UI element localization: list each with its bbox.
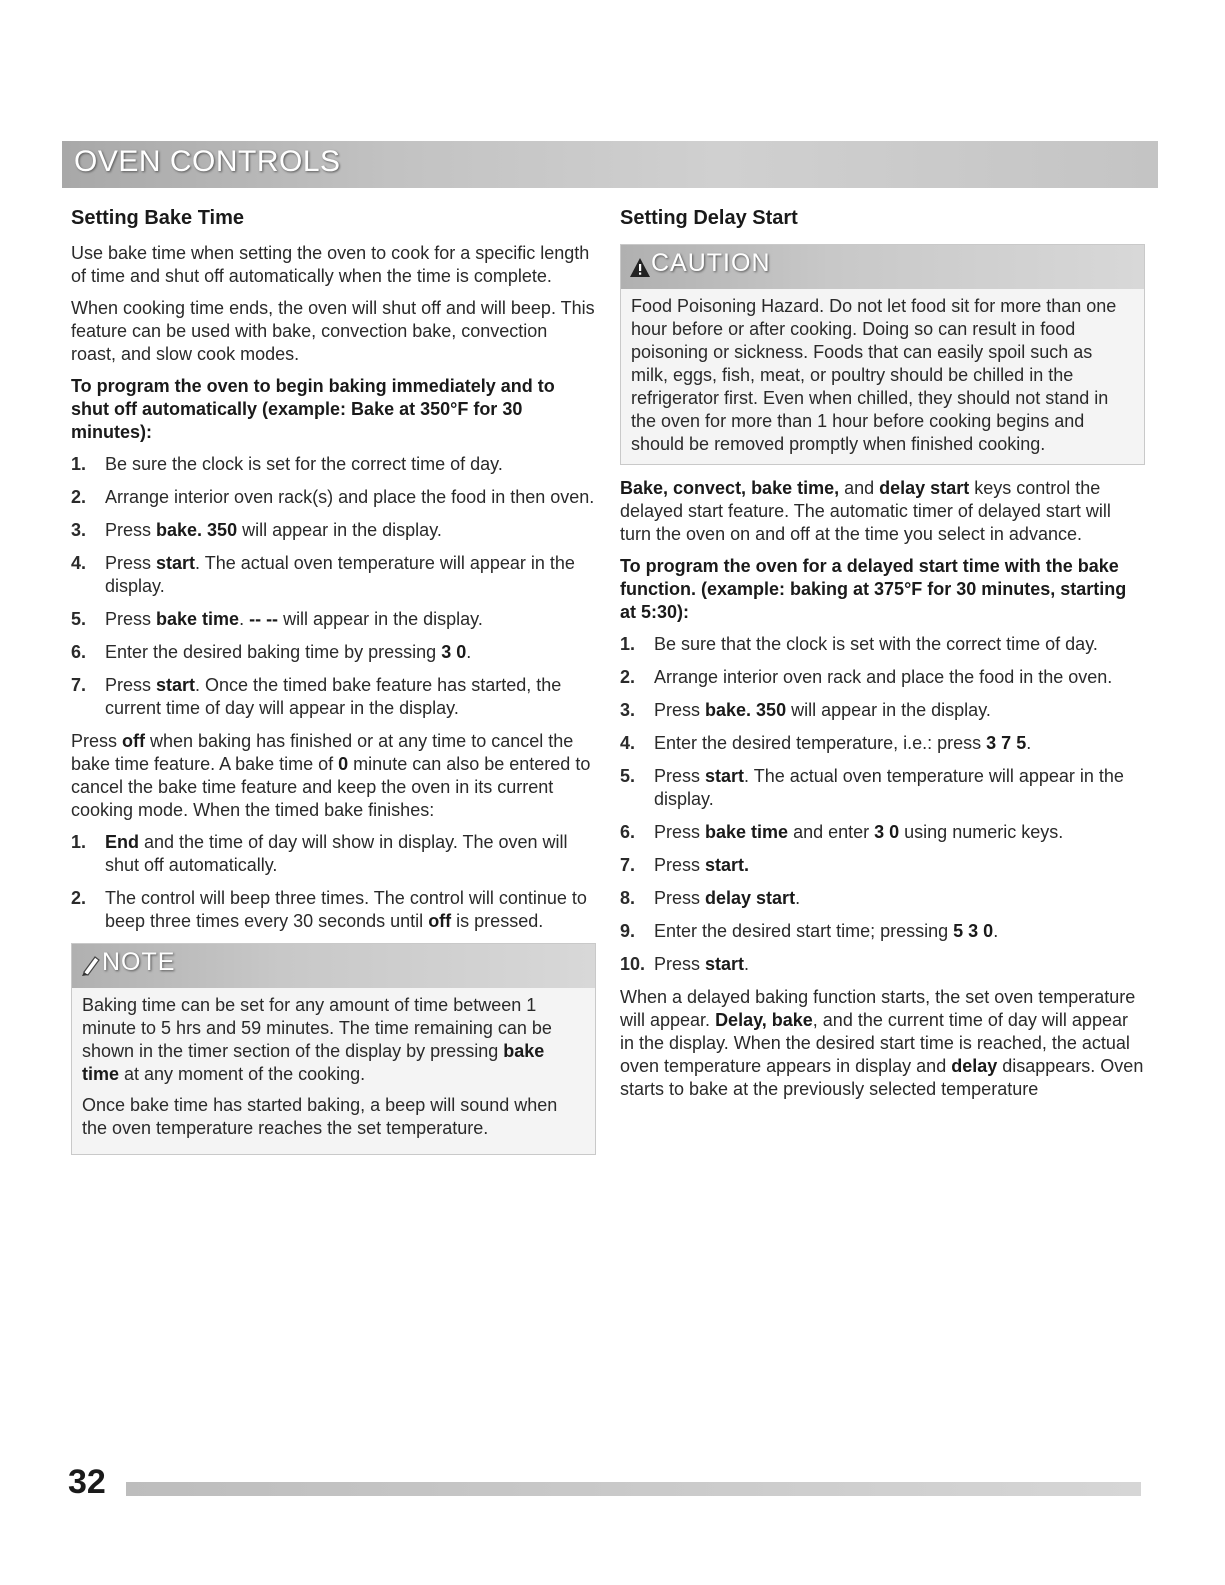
list-item: 6. Press bake time and enter 3 0 using numeric keys. [620, 822, 1064, 842]
list-item: 5. Press start. The actual oven temperature will appear in the display. [620, 766, 1124, 809]
paragraph: Bake, convect, bake time, and delay start keys control the delayed start feature. The automatic timer of delayed start will turn the oven on and off at the time you select in advance. [620, 478, 1111, 544]
note-header [72, 944, 595, 988]
caution-text: Food Poisoning Hazard. Do not let food sit for more than one hour before or after cooking. Doing so can result in food poisoning or sickness. Foods that can easily spoil such as milk, eggs, fish, meat, or poultry should be chilled in the refrigerator first. Even when chilled, they should not stand in the oven for more than 1 hour before cooking begins and should be removed promptly when finished cooking. [631, 296, 1117, 454]
list-item: 1. End and the time of day will show in display. The oven will shut off automatically. [71, 832, 568, 875]
list-item: 5. Press bake time. -- -- will appear in the display. [71, 609, 483, 629]
list-item: 1. Be sure the clock is set for the correct time of day. [71, 454, 503, 474]
list-item: 3. Press bake. 350 will appear in the display. [71, 520, 442, 540]
caution-body [621, 289, 1144, 464]
list-item: 2. Arrange interior oven rack and place the food in the oven. [620, 667, 1113, 687]
page-number: 32 [68, 1463, 106, 1501]
left-column [71, 206, 596, 1155]
end-steps-list [71, 831, 596, 933]
right-column [620, 206, 1145, 1110]
instruction-lead: To program the oven for a delayed start time with the bake function. (example: baking at 375°F for 30 minutes, starting at 5:30): [620, 556, 1127, 622]
paragraph: When cooking time ends, the oven will shut off and will beep. This feature can be used with bake, convection bake, convection roast, and slow cook modes. [71, 298, 595, 364]
note-box [71, 943, 596, 1155]
list-item: 4. Enter the desired temperature, i.e.: press 3 7 5. [620, 733, 1032, 753]
list-item: 8. Press delay start. [620, 888, 801, 908]
steps-list [71, 453, 596, 720]
list-item: 9. Enter the desired start time; pressing 5 3 0. [620, 921, 999, 941]
note-label: NOTE [102, 948, 176, 976]
footer-band [126, 1482, 1141, 1496]
list-item: 7. Press start. [620, 855, 750, 875]
paragraph: Use bake time when setting the oven to cook for a specific length of time and shut off automatically when the time is complete. [71, 243, 590, 286]
warning-icon [629, 256, 651, 280]
list-item: 6. Enter the desired baking time by pressing 3 0. [71, 642, 472, 662]
caution-label: CAUTION [651, 249, 771, 277]
list-item: 3. Press bake. 350 will appear in the display. [620, 700, 991, 720]
list-item: 1. Be sure that the clock is set with the correct time of day. [620, 634, 1098, 654]
paragraph: Press off when baking has finished or at any time to cancel the bake time feature. A bake time of 0 minute can also be entered to cancel the bake time feature and keep the oven in its current cooking mode. When the timed bake finishes: [71, 731, 591, 820]
note-body [72, 988, 595, 1154]
section-title-delay-start: Setting Delay Start [620, 207, 798, 229]
note-text: Baking time can be set for any amount of time between 1 minute to 5 hrs and 59 minutes. The time remaining can be shown in the timer section of the display by pressing bake time at any moment of the cooking. [82, 995, 552, 1084]
caution-box [620, 244, 1145, 465]
page-title: OVEN CONTROLS [74, 145, 341, 178]
note-text: Once bake time has started baking, a beep will sound when the oven temperature reaches the set temperature. [82, 1095, 558, 1138]
list-item: 4. Press start. The actual oven temperature will appear in the display. [71, 553, 575, 596]
list-item: 10. Press start. [620, 954, 750, 974]
paragraph: When a delayed baking function starts, the set oven temperature will appear. Delay, bake, and the current time of day will appear in the display. When the desired start time is reached, the actual oven temperature appears in display and delay disappears. Oven starts to bake at the previously selected temperature [620, 987, 1144, 1099]
section-title-bake-time: Setting Bake Time [71, 207, 245, 229]
caution-header [621, 245, 1144, 289]
list-item: 2. Arrange interior oven rack(s) and place the food in then oven. [71, 487, 595, 507]
pencil-icon [80, 954, 102, 978]
steps-list [620, 633, 1145, 976]
list-item: 2. The control will beep three times. The control will continue to beep three times every 30 seconds until off is pressed. [71, 888, 587, 931]
list-item: 7. Press start. Once the timed bake feature has started, the current time of day will appear in the display. [71, 675, 562, 718]
instruction-lead: To program the oven to begin baking immediately and to shut off automatically (example: Bake at 350°F for 30 minutes): [71, 376, 555, 442]
